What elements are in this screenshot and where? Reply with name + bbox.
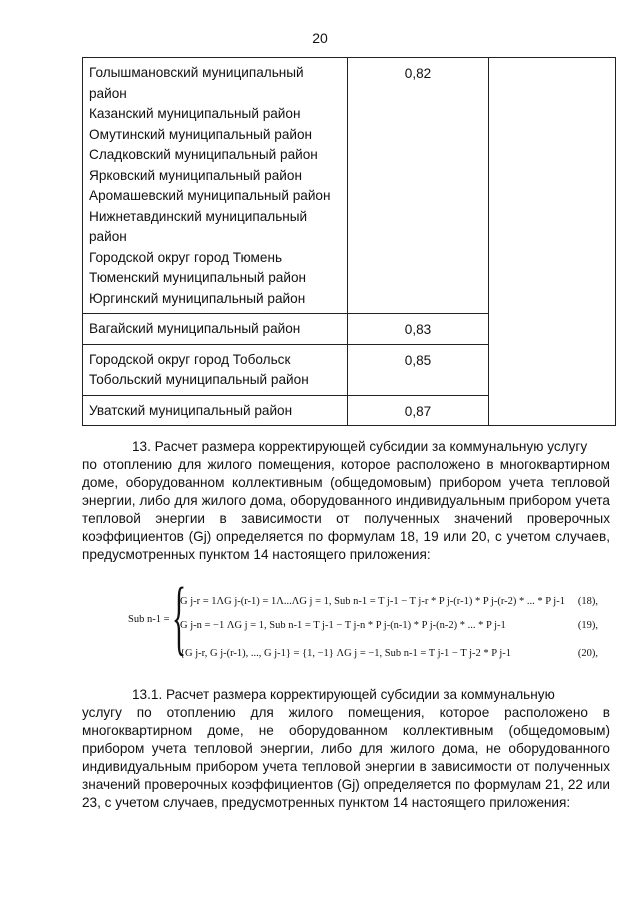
page-number: 20 — [312, 30, 328, 46]
district-cell — [83, 58, 348, 314]
paragraph-body: услугу по отоплению для жилого помещения, которое расположено в многоквартирном доме, не оборудованном коллективным (общедомовым) прибором учета тепловой энергии, либо для жилого дома, не оборудованного индивидуальным прибором учета тепловой энергии в зависимости от полученных значений проверочных коэффициентов (Gj) определяется по формулам 21, 22 или 23, с учетом случаев, предусмотренных пунктом 14 настоящего приложения: — [82, 705, 610, 810]
district-name: Городской округ город Тюмень — [89, 249, 283, 265]
district-name: Городской округ город Тобольск — [89, 351, 291, 367]
formula-number: (20), — [577, 648, 598, 659]
district-name: Нижнетавдинский муниципальный район — [89, 208, 308, 244]
table-row — [83, 58, 616, 314]
formula-block — [128, 571, 598, 670]
coefficient-cell: 0,85 — [348, 344, 489, 395]
district-name: Аромашевский муниципальный район — [89, 188, 331, 203]
formula-number: (18), — [577, 596, 598, 607]
paragraph-13 — [82, 438, 610, 564]
district-name: Тобольский муниципальный район — [89, 372, 309, 387]
district-name: Ярковский муниципальный район — [89, 167, 302, 183]
formula-line: G j-r = 1ΛG j-(r-1) = 1Λ...ΛG j = 1, Sub n-1 = T j-1 − T j-r * P j-(r-1) * P j-(r-2) * ... * P j-1 — [180, 596, 565, 607]
formula-line: G j-n = −1 ΛG j = 1, Sub n-1 = T j-1 − T j-n * P j-(n-1) * P j-(n-2) * ... * P j-1 — [180, 620, 506, 631]
paragraph-body: по отоплению для жилого помещения, которое расположено в многоквартирном доме, оборудованном коллективным (общедомовым) прибором учета тепловой энергии, либо для жилого дома, оборудованного индивидуальным прибором учета тепловой энергии в зависимости от полученных значений проверочных коэффициентов (Gj) определяется по формулам 18, 19 или 20, с учетом случаев, предусмотренных пунктом 14 настоящего приложения: — [82, 457, 610, 562]
district-name: Юргинский муниципальный район — [89, 290, 306, 306]
paragraph-13-1 — [82, 686, 610, 812]
formula-brace: { — [172, 571, 187, 664]
district-name: Уватский муниципальный район — [89, 402, 293, 418]
coefficient-cell: 0,87 — [348, 395, 489, 426]
district-name: Омутинский муниципальный район — [89, 126, 313, 142]
district-name: Сладковский муниципальный район — [89, 147, 318, 162]
district-cell — [83, 314, 348, 345]
coefficients-table — [82, 57, 616, 426]
paragraph-first-line: 13. Расчет размера корректирующей субсидии за коммунальную услугу — [132, 439, 588, 454]
coefficient-cell: 0,83 — [348, 314, 489, 345]
district-name: Голышмановский муниципальный район — [89, 65, 304, 101]
empty-cell — [489, 58, 616, 426]
district-cell — [83, 395, 348, 426]
paragraph-first-line: 13.1. Расчет размера корректирующей субсидии за коммунальную — [132, 687, 555, 702]
coefficient-cell: 0,82 — [348, 58, 489, 314]
district-name: Тюменский муниципальный район — [89, 270, 307, 285]
district-cell — [83, 344, 348, 395]
formula-number: (19), — [577, 620, 598, 631]
district-name: Вагайский муниципальный район — [89, 321, 301, 336]
formula-line: {G j-r, G j-(r-1), ..., G j-1} = {1, −1} ΛG j = −1, Sub n-1 = T j-1 − T j-2 * P j-1 — [180, 648, 511, 659]
formula-lhs: Sub n-1 = — [128, 614, 170, 625]
district-name: Казанский муниципальный район — [89, 106, 301, 121]
